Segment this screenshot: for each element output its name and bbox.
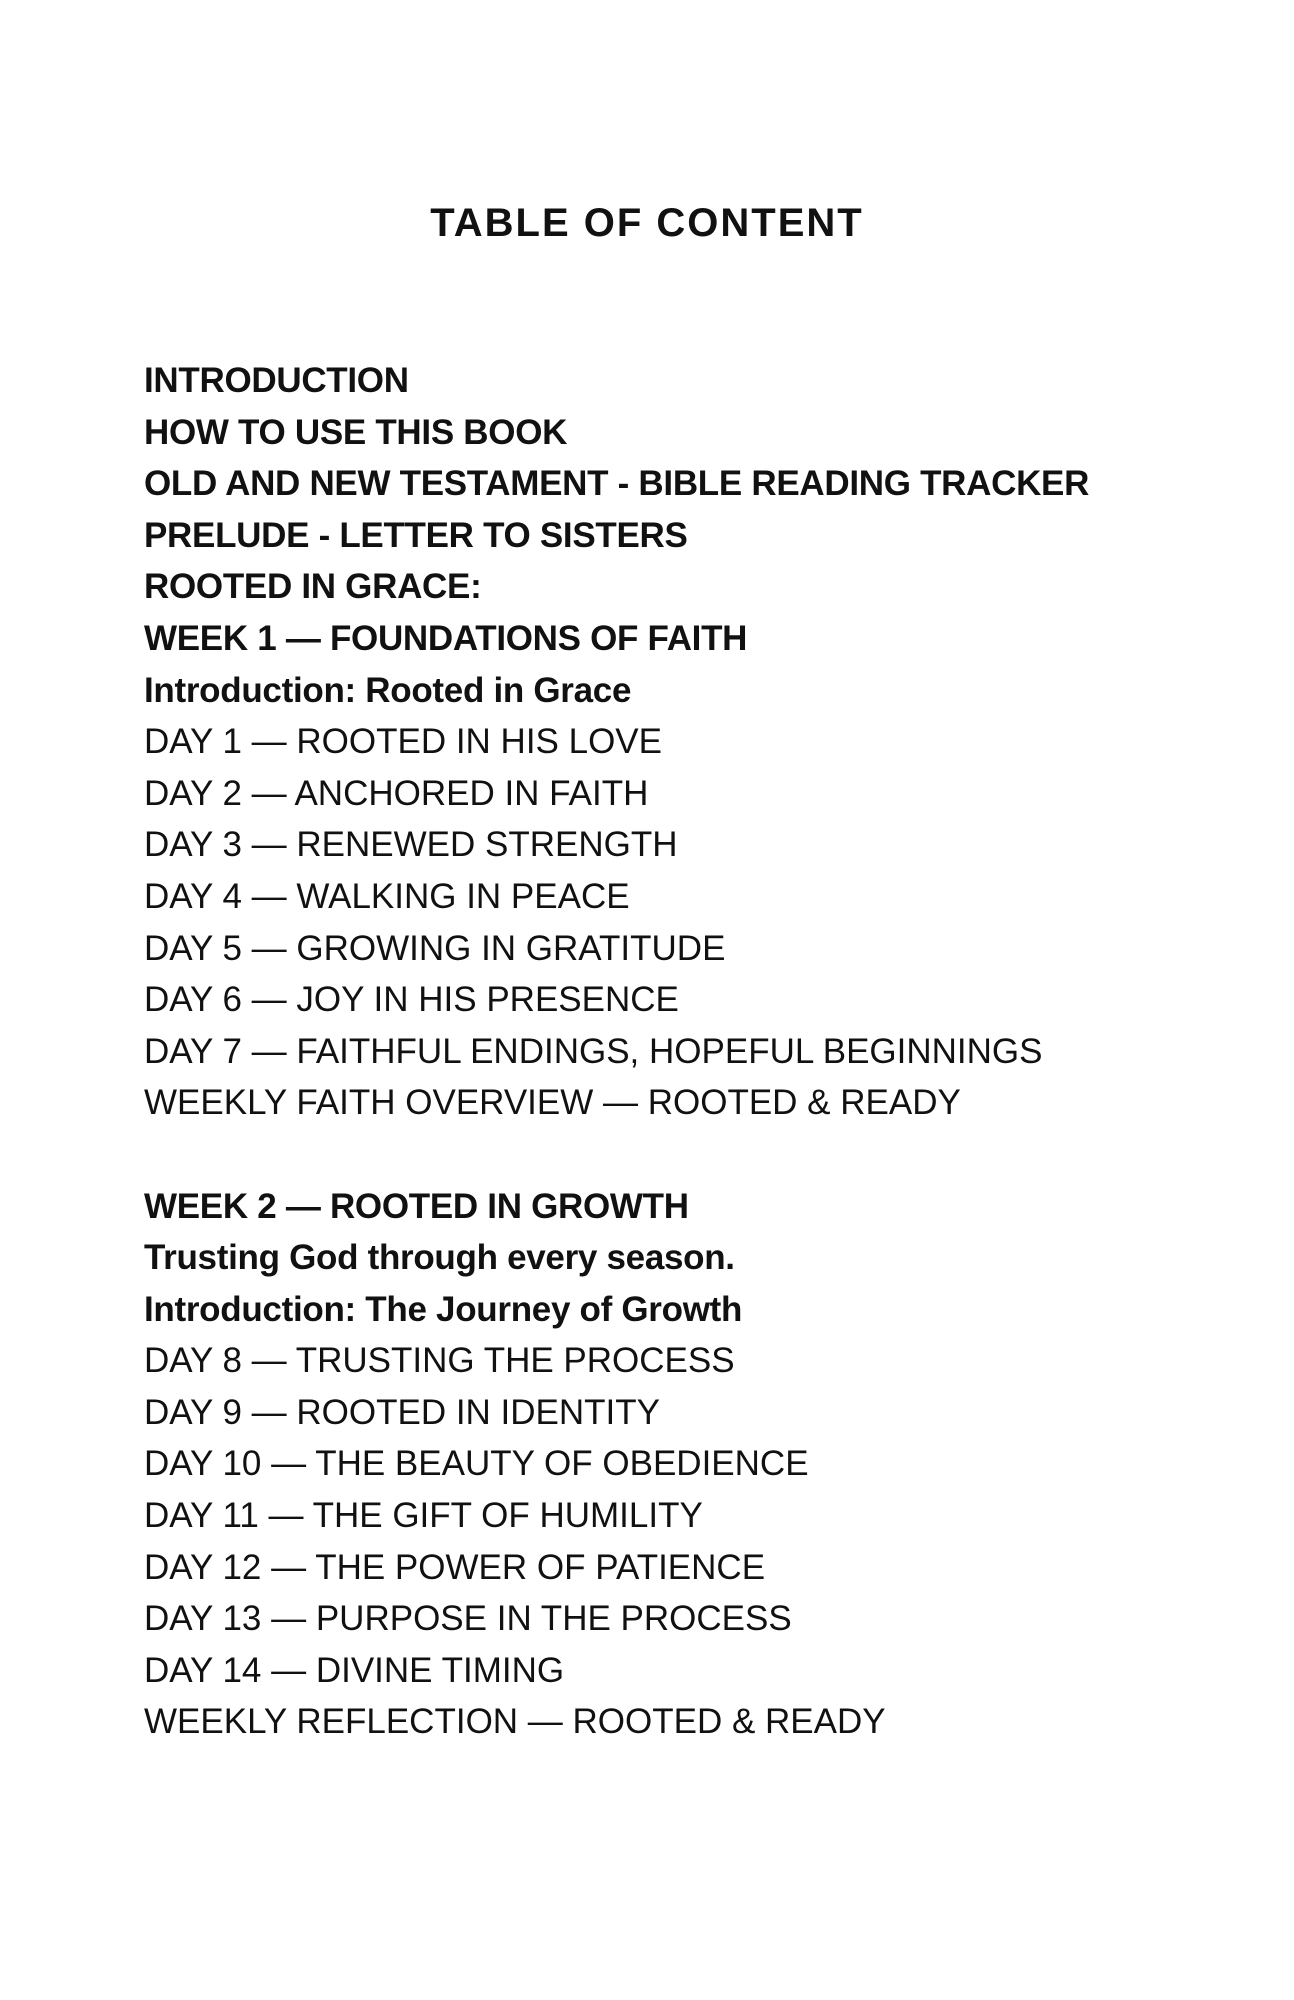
toc-day-4: DAY 4 — WALKING IN PEACE xyxy=(144,876,630,916)
toc-entry-introduction: INTRODUCTION xyxy=(144,361,409,400)
toc-day-3: DAY 3 — RENEWED STRENGTH xyxy=(144,825,678,865)
toc-week1-heading: WEEK 1 — FOUNDATIONS OF FAITH xyxy=(144,618,748,658)
toc-entry-rooted-in-grace: ROOTED IN GRACE: xyxy=(144,567,482,607)
toc-day-2: DAY 2 — ANCHORED IN FAITH xyxy=(144,773,649,813)
section-spacer xyxy=(144,1129,1244,1181)
toc-entry-reading-tracker: OLD AND NEW TESTAMENT - BIBLE READING TRACKER xyxy=(144,464,1090,504)
toc-week2-overview: WEEKLY REFLECTION — ROOTED & READY xyxy=(144,1702,886,1742)
toc-day-12: DAY 12 — THE POWER OF PATIENCE xyxy=(144,1547,766,1587)
toc-entry-how-to-use: HOW TO USE THIS BOOK xyxy=(144,412,568,452)
toc-entry-prelude: PRELUDE - LETTER TO SISTERS xyxy=(144,515,688,555)
toc-day-10: DAY 10 — THE BEAUTY OF OBEDIENCE xyxy=(144,1444,809,1484)
toc-day-5: DAY 5 — GROWING IN GRATITUDE xyxy=(144,928,726,968)
toc-day-13: DAY 13 — PURPOSE IN THE PROCESS xyxy=(144,1599,792,1639)
toc-day-7: DAY 7 — FAITHFUL ENDINGS, HOPEFUL BEGINNINGS xyxy=(144,1031,1043,1071)
toc-day-11: DAY 11 — THE GIFT OF HUMILITY xyxy=(144,1496,703,1536)
toc-week2-subtitle: Trusting God through every season. xyxy=(144,1238,735,1278)
toc-week1-overview: WEEKLY FAITH OVERVIEW — ROOTED & READY xyxy=(144,1083,961,1123)
table-of-contents xyxy=(144,355,1244,1748)
toc-day-6: DAY 6 — JOY IN HIS PRESENCE xyxy=(144,980,679,1020)
toc-week2-intro: Introduction: The Journey of Growth xyxy=(144,1289,743,1329)
toc-day-14: DAY 14 — DIVINE TIMING xyxy=(144,1650,565,1690)
toc-week1-intro: Introduction: Rooted in Grace xyxy=(144,670,632,710)
toc-week2-heading: WEEK 2 — ROOTED IN GROWTH xyxy=(144,1186,689,1226)
page-title: TABLE OF CONTENT xyxy=(430,201,864,245)
toc-day-9: DAY 9 — ROOTED IN IDENTITY xyxy=(144,1392,660,1432)
toc-day-1: DAY 1 — ROOTED IN HIS LOVE xyxy=(144,722,662,762)
toc-day-8: DAY 8 — TRUSTING THE PROCESS xyxy=(144,1341,735,1381)
